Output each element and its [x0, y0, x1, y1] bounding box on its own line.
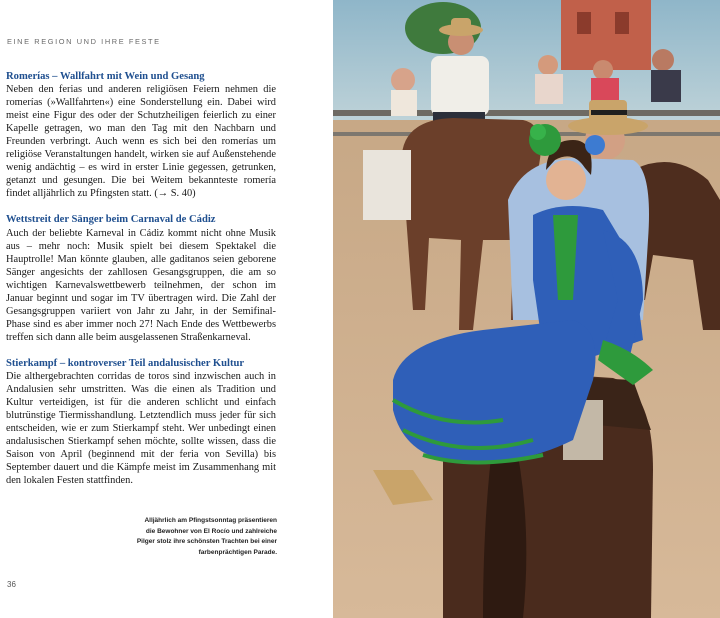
festival-photo — [333, 0, 720, 618]
section-paragraph-romerias: Neben den ferias und anderen religiösen Feiern nehmen die romerías (»Wallfahrten«) eine Sonderstellung ein. Dabei wird meist eine Figur des oder der Schutzheiligen feierlich zu einer Kapelle getragen, wo man den Tag mit den Nachbarn und Freunden verbringt. Auch wenn es sich bei den romerías um religiöse Veranstaltungen handelt, wirken sie auf Außenstehende wenig andächtig – es wird in erster Linie gegessen, getrunken, getanzt und gesungen. Die bei Weitem bekannteste romería findet alljährlich zu Pfingsten statt. (→ S. 40) — [6, 84, 276, 200]
building — [561, 0, 651, 70]
rider-hat — [451, 18, 471, 32]
caption-line: Alljährlich am Pfingstsonntag präsentieren — [144, 517, 277, 524]
section-heading-romerias: Romerías – Wallfahrt mit Wein und Gesang — [6, 71, 205, 82]
rider-shirt — [431, 56, 489, 116]
running-head: EINE REGION UND IHRE FESTE — [7, 37, 161, 46]
caption-line: die Bewohner von El Rocío und zahlreiche — [145, 527, 277, 535]
photo-illustration — [333, 0, 720, 618]
woman-face — [546, 160, 586, 200]
section-paragraph-stierkampf: Die althergebrachten corridas de toros sind inzwischen auch in Andalusien sehr umstritten. Was die einen als Tradition und Kultur verteidigen, ist für die anderen schlicht und einfach blutrünstige Tiermisshandlung. Letztendlich muss jeder für sich entscheiden, wie er zum Stierkampf steht. Wer unbedingt einen andalusischen Stierkampf sehen möchte, sollte wissen, dass die Saison von April (beginnend mit der feria von Sevilla) bis September dauert und die Kämpfe meist im Zusammenhang mit den lokalen Festen stattfinden. — [6, 370, 276, 487]
photo-caption — [107, 516, 277, 558]
left-page — [0, 0, 333, 618]
caption-line: farbenprächtigen Parade. — [198, 548, 277, 556]
section-heading-carnaval: Wettstreit der Sänger beim Carnaval de Cádiz — [6, 214, 216, 226]
article-body — [6, 70, 276, 500]
section-heading-stierkampf: Stierkampf – kontroverser Teil andalusischer Kultur — [6, 357, 245, 369]
section-paragraph-carnaval: Auch der beliebte Karneval in Cádiz kommt nicht ohne Musik aus – mehr noch: Musik spielt bei diesem Spektakel die Hauptrolle! Man könnte glauben, alle gaditanos seien geborene Sänger angesichts der zahllosen Gesangsgruppen, die am so wichtigen Karnevalswettbewerb teilnehmen, der schon im Januar beginnt und sogar im TV übertragen wird. Die Zahl der Gesangsgruppen variiert von Jahr zu Jahr, in der Semifinal-Phase sind es aber immer noch 27! Nach Ende des Wettbewerbs treffen sich dann alle beim ausgelassenen Straßenkarneval. — [6, 227, 276, 343]
page-number: 36 — [7, 580, 16, 589]
caption-line: Pilger stolz ihre schönsten Trachten bei einer — [136, 538, 277, 545]
